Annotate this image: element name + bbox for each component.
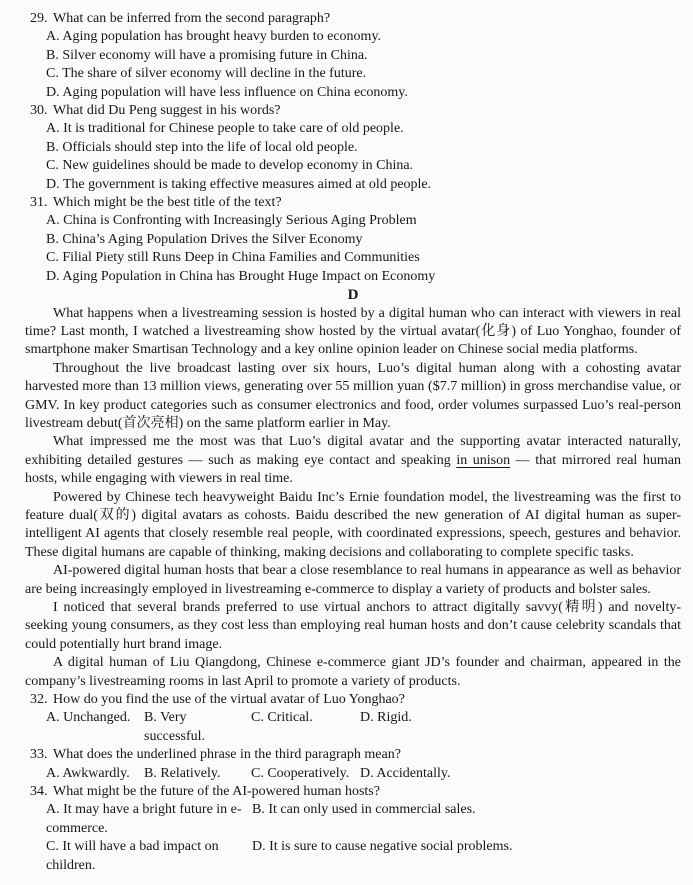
question-31-option-b: B. China’s Aging Population Drives the Silver Economy xyxy=(46,231,363,247)
question-31-text: Which might be the best title of the text? xyxy=(53,195,282,211)
question-34-option-c: C. It will have a bad impact on children. xyxy=(46,839,219,873)
question-33-text: What does the underlined phrase in the third paragraph mean? xyxy=(53,747,401,763)
question-32-option-d: D. Rigid. xyxy=(360,710,412,726)
question-33-option-b: B. Relatively. xyxy=(144,765,221,781)
question-34 xyxy=(25,783,681,801)
question-33-options xyxy=(25,765,681,783)
question-34-option-a: A. It may have a bright future in e-commerce. xyxy=(46,802,242,836)
paragraph-3-pre: What impressed me the most was that Luo’s digital avatar and the supporting avatar interacted naturally, exhibiting detailed gestures — such as making eye contact and speaking xyxy=(25,434,681,468)
question-33-number: 33. xyxy=(30,747,48,763)
question-block-33 xyxy=(25,746,681,783)
question-30-option-d: D. The government is taking effective measures aimed at old people. xyxy=(46,176,432,192)
question-33-option-c: C. Cooperatively. xyxy=(251,765,350,781)
question-block-31 xyxy=(25,194,681,286)
question-32-option-b: B. Very successful. xyxy=(144,710,206,744)
question-block-29 xyxy=(25,10,681,102)
question-34-option-b: B. It can only used in commercial sales. xyxy=(252,802,476,818)
question-34-options xyxy=(25,801,681,875)
question-29-option-c: C. The share of silver economy will decline in the future. xyxy=(46,66,367,82)
question-31-number: 31. xyxy=(30,195,48,211)
passage-paragraph-6: I noticed that several brands preferred to use virtual anchors to attract digitally savvy(精明) and novelty-seeking young consumers, as they cost less than employing real human hosts and don’t cause celebrity scandals that could potentially hurt brand image. xyxy=(25,600,681,652)
passage-paragraph-3 xyxy=(25,433,681,488)
question-30-text: What did Du Peng suggest in his words? xyxy=(53,103,281,119)
question-33 xyxy=(25,746,681,764)
question-32-options xyxy=(25,709,681,746)
passage-paragraph-4: Powered by Chinese tech heavyweight Baidu Inc’s Ernie foundation model, the livestreaming was the first to feature dual(双的) digital avatars as cohosts. Baidu described the new generation of AI digital human as super-intelligent AI agents that closely resemble real people, with coordinated expressions, speech, gestures and behavior. These digital humans are capable of thinking, making decisions and collaborating to complete specific tasks. xyxy=(25,489,681,560)
question-30-option-c: C. New guidelines should be made to develop economy in China. xyxy=(46,158,414,174)
question-34-text: What might be the future of the AI-powered human hosts? xyxy=(53,784,380,800)
question-30-number: 30. xyxy=(30,103,48,119)
passage-paragraph-1: What happens when a livestreaming session is hosted by a digital human who can interact with viewers in real time? Last month, I watched a livestreaming show hosted by the virtual avatar(化身) of Luo Yonghao, founder of smartphone maker Smartisan Technology and a key online opinion leader on Chinese social media platforms. xyxy=(25,305,681,358)
question-32-option-a: A. Unchanged. xyxy=(46,710,131,726)
question-block-32 xyxy=(25,691,681,746)
question-30-option-a: A. It is traditional for Chinese people to take care of old people. xyxy=(46,121,404,137)
question-31-option-c: C. Filial Piety still Runs Deep in China Families and Communities xyxy=(46,250,420,266)
passage-paragraph-2: Throughout the live broadcast lasting over six hours, Luo’s digital human along with a cohosting avatar harvested more than 13 million views, generating over 55 million yuan ($7.7 million) in gross merchandise value, or GMV. In key product categories such as consumer electronics and food, order volumes surpassed Luo’s real-person livestream debut(首次亮相) on the same platform earlier in May. xyxy=(25,360,681,431)
question-30-option-b: B. Officials should step into the life of local old people. xyxy=(46,139,358,155)
passage-paragraph-5: AI-powered digital human hosts that bear a close resemblance to real humans in appearance as well as behavior are being increasingly employed in livestreaming e-commerce to display a variety of products and bolster sales. xyxy=(25,563,681,597)
question-34-option-d: D. It is sure to cause negative social problems. xyxy=(252,839,513,855)
question-31 xyxy=(25,194,681,212)
question-29-option-a: A. Aging population has brought heavy burden to economy. xyxy=(46,29,382,45)
passage-paragraph-7: A digital human of Liu Qiangdong, Chinese e-commerce giant JD’s founder and chairman, appeared in the company’s livestreaming rooms in last April to promote a variety of products. xyxy=(25,655,681,689)
underlined-phrase: in unison xyxy=(456,452,511,468)
question-33-option-d: D. Accidentally. xyxy=(360,765,451,781)
question-31-option-d: D. Aging Population in China has Brought Huge Impact on Economy xyxy=(46,268,436,284)
question-32-number: 32. xyxy=(30,692,48,708)
question-29-number: 29. xyxy=(30,11,48,26)
question-block-30 xyxy=(25,102,681,194)
question-32-text: How do you find the use of the virtual avatar of Luo Yonghao? xyxy=(53,692,405,708)
question-29 xyxy=(25,10,681,28)
question-33-option-a: A. Awkwardly. xyxy=(46,765,130,781)
question-32-option-c: C. Critical. xyxy=(251,710,313,726)
question-31-option-a: A. China is Confronting with Increasingly Serious Aging Problem xyxy=(46,213,417,229)
question-29-text: What can be inferred from the second paragraph? xyxy=(53,11,331,26)
passage-section-label: D xyxy=(347,287,359,304)
question-29-option-d: D. Aging population will have less influence on China economy. xyxy=(46,84,408,100)
question-29-option-b: B. Silver economy will have a promising future in China. xyxy=(46,47,368,63)
question-block-34 xyxy=(25,783,681,875)
paragraph-3-post: — that mirrored real human hosts, while engaging with viewers in real time. xyxy=(25,452,681,487)
question-30 xyxy=(25,102,681,120)
question-34-number: 34. xyxy=(30,784,48,800)
question-32 xyxy=(25,691,681,709)
